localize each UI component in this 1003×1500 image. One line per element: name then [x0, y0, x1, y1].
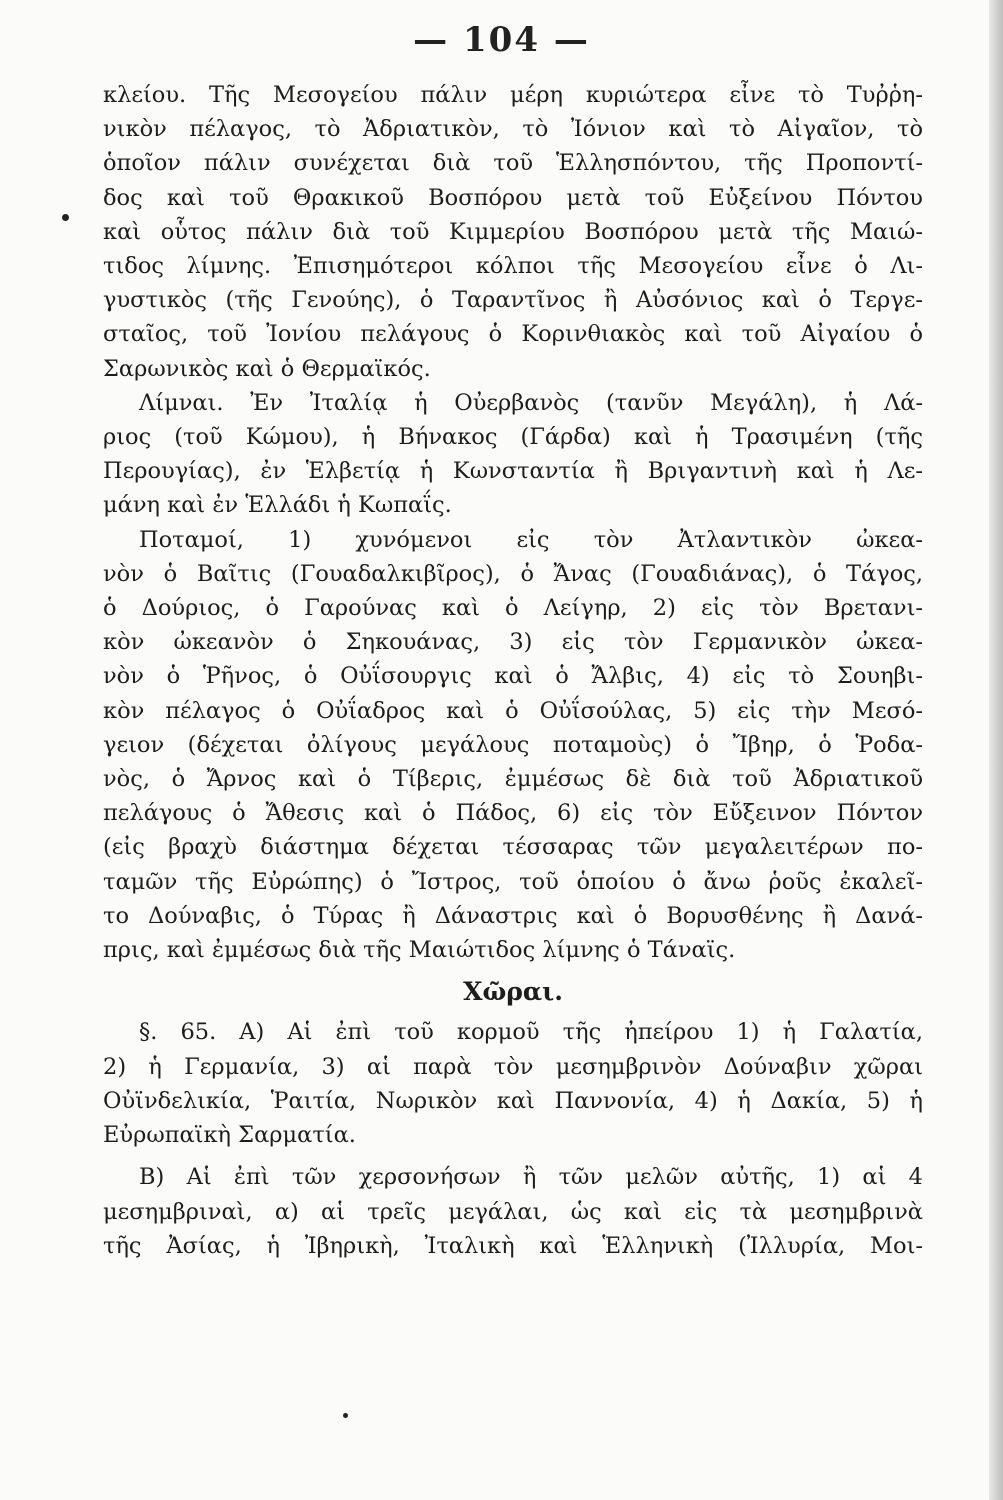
ink-dot — [62, 214, 69, 221]
text-line: δος καὶ τοῦ Θρακικοῦ Βοσπόρου μετὰ τοῦ Εὐξείνου Πόντου — [103, 184, 923, 211]
text-line: ὁποῖον πάλιν συνέχεται διὰ τοῦ Ἑλλησπόντου, τῆς Προποντί- — [103, 150, 923, 177]
text-line: Β) Αἱ ἐπὶ τῶν χερσονήσων ἢ τῶν μελῶν αὐτῆς, 1) αἱ 4 — [139, 1164, 923, 1191]
text-line: τῆς Ἀσίας, ἡ Ἰβηρικὴ, Ἰταλικὴ καὶ Ἑλληνικὴ (Ἰλλυρία, Μοι- — [103, 1232, 923, 1259]
text-line: (εἰς βραχὺ διάστημα δέχεται τέσσαρας τῶν μεγαλειτέρων πο- — [103, 834, 923, 861]
text-line: 2) ἡ Γερμανία, 3) αἱ παρὰ τὸν μεσημβρινὸν Δούναβιν χῶραι — [103, 1053, 923, 1080]
text-line: μεσημβριναὶ, α) αἱ τρεῖς μεγάλαι, ὡς καὶ εἰς τὰ μεσημβρινὰ — [103, 1198, 923, 1225]
text-line: γυστικὸς (τῆς Γενούης), ὁ Ταραντῖνος ἢ Αὐσόνιος καὶ ὁ Τεργε- — [103, 287, 923, 314]
page-edge-shadow — [989, 0, 1003, 1500]
body-text — [103, 78, 923, 1263]
text-line: κλείου. Τῆς Μεσογείου πάλιν μέρη κυριώτερα εἶνε τὸ Τυῤῥη- — [103, 82, 923, 108]
text-line: Εὐρωπαϊκὴ Σαρματία. — [103, 1122, 356, 1149]
text-line: Οὐϊνδελικία, Ῥαιτία, Νωρικὸν καὶ Παννονία, 4) ἡ Δακία, 5) ἡ — [103, 1087, 923, 1114]
text-line: ταμῶν τῆς Εὐρώπης) ὁ Ἴστρος, τοῦ ὁποίου ὁ ἄνω ῥοῦς ἐκαλεῖ- — [103, 868, 923, 895]
text-line: πρις, καὶ ἐμμέσως διὰ τῆς Μαιώτιδος λίμνης ὁ Τάναϊς. — [103, 937, 736, 964]
text-line: Περουγίας), ἐν Ἑλβετίᾳ ἡ Κωνσταντία ἢ Βριγαντινὴ καὶ ἡ Λε- — [103, 458, 923, 485]
text-line: ριος (τοῦ Κώμου), ἡ Βήνακος (Γάρδα) καὶ ἡ Τρασιμένη (τῆς — [103, 424, 923, 451]
text-line: καὶ οὗτος πάλιν διὰ τοῦ Κιμμερίου Βοσπόρου μετὰ τῆς Μαιώ- — [103, 218, 923, 245]
text-line: ὁ Δούριος, ὁ Γαρούνας καὶ ὁ Λείγηρ, 2) εἰς τὸν Βρετανι- — [103, 595, 923, 622]
text-line: Λίμναι. Ἐν Ἰταλίᾳ ἡ Οὐερβανὸς (τανῦν Μεγάλη), ἡ Λά- — [139, 389, 923, 416]
text-line: γειον (δέχεται ὀλίγους μεγάλους ποταμοὺς) ὁ Ἴβηρ, ὁ Ῥοδα- — [103, 731, 923, 758]
text-line: κὸν πέλαγος ὁ Οὐΐαδρος καὶ ὁ Οὐΐσούλας, 5) εἰς τὴν Μεσό- — [103, 697, 923, 724]
text-line: νὸν ὁ Βαῖτις (Γουαδαλκιβῖρος), ὁ Ἄνας (Γουαδιάνας), ὁ Τάγος, — [103, 560, 923, 587]
text-line: σταῖος, τοῦ Ἰονίου πελάγους ὁ Κορινθιακὸς καὶ τοῦ Αἰγαίου ὁ — [103, 321, 923, 348]
section-heading: Χῶραι. — [463, 977, 563, 1007]
text-line: τιδος λίμνης. Ἐπισημότεροι κόλποι τῆς Μεσογείου εἶνε ὁ Λι- — [103, 253, 923, 280]
text-line: νὸν ὁ Ῥῆνος, ὁ Οὐΐσουργις καὶ ὁ Ἄλβις, 4) εἰς τὸ Σουηβι- — [103, 663, 923, 690]
text-line: νὸς, ὁ Ἄρνος καὶ ὁ Τίβερις, ἐμμέσως δὲ διὰ τοῦ Ἀδριατικοῦ — [103, 766, 923, 793]
text-line: μάνη καὶ ἐν Ἑλλάδι ἡ Κωπαΐς. — [103, 492, 452, 519]
text-line: πελάγους ὁ Ἄθεσις καὶ ὁ Πάδος, 6) εἰς τὸν Εὔξεινον Πόντον — [103, 800, 923, 827]
page-number: — 104 — — [413, 20, 590, 60]
ink-dot — [343, 1413, 348, 1418]
text-line: το Δούναβις, ὁ Τύρας ἢ Δάναστρις καὶ ὁ Βορυσθένης ἢ Δανά- — [103, 902, 923, 929]
text-line: κὸν ὠκεανὸν ὁ Σηκουάνας, 3) εἰς τὸν Γερμανικὸν ὠκεα- — [103, 629, 923, 656]
text-line: νικὸν πέλαγος, τὸ Ἀδριατικὸν, τὸ Ἰόνιον καὶ τὸ Αἰγαῖον, τὸ — [103, 116, 923, 143]
text-line: §. 65. Α) Αἱ ἐπὶ τοῦ κορμοῦ τῆς ἠπείρου 1) ἡ Γαλατία, — [139, 1019, 923, 1046]
text-line: Ποταμοί, 1) χυνόμενοι εἰς τὸν Ἀτλαντικὸν ὠκεα- — [139, 526, 923, 553]
text-line: Σαρωνικὸς καὶ ὁ Θερμαϊκός. — [103, 355, 431, 382]
